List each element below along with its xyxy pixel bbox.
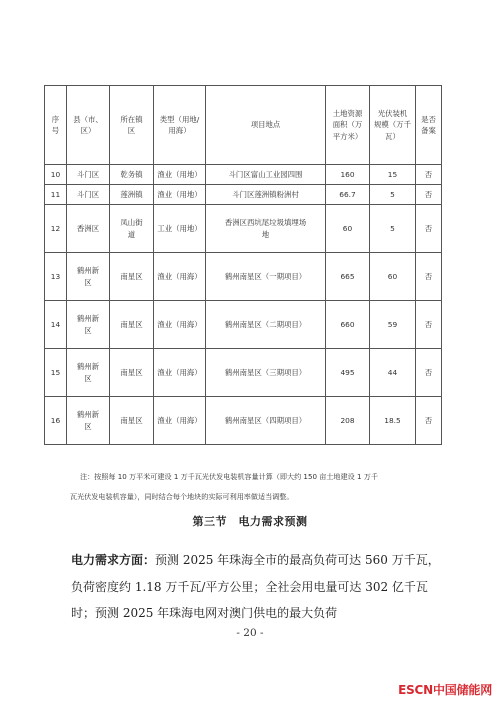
cell-seq: 16 xyxy=(45,397,67,445)
cell-capacity: 60 xyxy=(370,253,416,301)
cell-county-text: 区 xyxy=(84,325,92,335)
cell-town-text: 南星区 xyxy=(120,319,143,329)
header-text: 所在镇 xyxy=(120,114,143,124)
cell-county xyxy=(67,165,110,185)
cell-county xyxy=(67,349,110,397)
cell-capacity: 5 xyxy=(370,205,416,253)
cell-filed: 否 xyxy=(416,185,442,205)
cell-county xyxy=(67,205,110,253)
cell-county-text: 鹤州新 xyxy=(76,266,100,276)
cell-county xyxy=(67,397,110,445)
header-text: 瓦） xyxy=(385,131,400,141)
body-paragraph xyxy=(71,547,443,627)
table-row xyxy=(45,185,442,205)
cell-location xyxy=(206,253,326,301)
cell-seq: 13 xyxy=(45,253,67,301)
cell-town xyxy=(110,349,154,397)
cell-seq: 11 xyxy=(45,185,67,205)
cell-location xyxy=(206,301,326,349)
cell-area: 495 xyxy=(326,349,370,397)
cell-location-text: 香洲区西坑尾垃圾填埋场 xyxy=(224,218,307,228)
cell-type: 渔业（用海） xyxy=(154,253,206,301)
header-text: 是否 xyxy=(421,114,436,124)
cell-filed: 否 xyxy=(416,397,442,445)
pv-project-table xyxy=(44,85,442,445)
header-text: 面积（万 xyxy=(332,120,363,130)
cell-town xyxy=(110,165,154,185)
cell-county-text: 香洲区 xyxy=(76,223,100,233)
header-text: 光伏装机 xyxy=(377,108,408,118)
cell-county-text: 斗门区 xyxy=(76,169,100,179)
cell-filed: 否 xyxy=(416,253,442,301)
header-text: 号 xyxy=(51,126,60,135)
cell-county xyxy=(67,301,110,349)
cell-capacity: 18.5 xyxy=(370,397,416,445)
header-col-town xyxy=(110,86,154,165)
page-number: - 20 - xyxy=(236,627,264,639)
cell-filed: 否 xyxy=(416,165,442,185)
cell-location xyxy=(206,349,326,397)
cell-location xyxy=(206,205,326,253)
cell-location-text: 斗门区莲洲镇粉洲村 xyxy=(232,189,299,199)
cell-area: 66.7 xyxy=(326,185,370,205)
cell-county xyxy=(67,185,110,205)
header-col-seq xyxy=(45,86,67,165)
footnote-line-2: 瓦光伏发电装机容量），同时结合每个地块的实际可利用率做适当调整。 xyxy=(70,492,294,501)
cell-town xyxy=(110,185,154,205)
cell-location xyxy=(206,165,326,185)
cell-town xyxy=(110,205,154,253)
table-footnote xyxy=(70,467,442,507)
cell-location xyxy=(206,185,326,205)
header-text: 备案 xyxy=(421,126,436,135)
cell-area: 665 xyxy=(326,253,370,301)
paragraph-text: 预测 2025 年珠海全市的最高负荷可达 560 万千瓦，负荷密度约 1.18 万千瓦/平方公里；全社会用电量可达 302 亿千瓦时；预测 2025 年珠海电网对澳门供电的最大负荷 xyxy=(71,553,440,620)
cell-county-text: 鹤州新 xyxy=(76,362,100,372)
cell-county-text: 斗门区 xyxy=(76,189,100,199)
header-text: 项目地点 xyxy=(250,120,281,130)
cell-seq: 12 xyxy=(45,205,67,253)
header-text: 规模（万千 xyxy=(374,120,411,130)
escn-logo-watermark: ESCN中国储能网 xyxy=(398,683,492,697)
cell-capacity: 59 xyxy=(370,301,416,349)
cell-type: 工业（用地） xyxy=(154,205,206,253)
cell-location-text: 斗门区富山工业园四围 xyxy=(228,169,303,179)
cell-type: 渔业（用地） xyxy=(154,165,206,185)
cell-town-text: 乾务镇 xyxy=(120,169,143,179)
paragraph-lead: 电力需求方面： xyxy=(71,553,156,567)
cell-type: 渔业（用海） xyxy=(154,397,206,445)
cell-capacity: 44 xyxy=(370,349,416,397)
cell-town-text: 道 xyxy=(127,229,136,239)
cell-town-text: 南星区 xyxy=(120,271,143,281)
cell-town-text: 凤山街 xyxy=(120,218,143,228)
cell-filed: 否 xyxy=(416,205,442,253)
cell-location-text: 鹤州南星区（四期项目） xyxy=(224,415,307,425)
cell-county-text: 鹤州新 xyxy=(76,410,100,420)
cell-location-text: 地 xyxy=(261,229,270,239)
cell-type: 渔业（用地） xyxy=(154,185,206,205)
cell-county-text: 区 xyxy=(84,277,92,287)
cell-filed: 否 xyxy=(416,349,442,397)
table-row xyxy=(45,301,442,349)
header-text: 区 xyxy=(127,126,136,135)
cell-county-text: 区 xyxy=(84,421,92,431)
header-text: 用海） xyxy=(168,126,191,135)
cell-seq: 14 xyxy=(45,301,67,349)
cell-town-text: 南星区 xyxy=(120,415,143,425)
header-col-capacity xyxy=(370,86,416,165)
header-text: 区） xyxy=(80,126,96,135)
cell-area: 660 xyxy=(326,301,370,349)
header-col-type xyxy=(154,86,206,165)
table-row xyxy=(45,165,442,185)
cell-town xyxy=(110,253,154,301)
table-row xyxy=(45,205,442,253)
cell-county-text: 鹤州新 xyxy=(76,314,100,324)
table-row xyxy=(45,253,442,301)
cell-county-text: 区 xyxy=(84,373,92,383)
cell-area: 160 xyxy=(326,165,370,185)
cell-type: 渔业（用海） xyxy=(154,301,206,349)
header-text: 土地资源 xyxy=(332,108,363,118)
header-col-area xyxy=(326,86,370,165)
header-text: 序 xyxy=(51,114,60,124)
cell-town xyxy=(110,301,154,349)
cell-capacity: 15 xyxy=(370,165,416,185)
cell-town-text: 莲洲镇 xyxy=(120,189,143,199)
cell-location-text: 鹤州南星区（三期项目） xyxy=(224,367,307,377)
cell-seq: 15 xyxy=(45,349,67,397)
footnote-line-1: 注：按照每 10 万平米可建设 1 万千瓦光伏发电装机容量计算（即大约 150 亩土地建设 1 万千 xyxy=(80,472,378,481)
cell-town xyxy=(110,397,154,445)
cell-county xyxy=(67,253,110,301)
header-col-location xyxy=(206,86,326,165)
cell-area: 60 xyxy=(326,205,370,253)
header-text: 县（市、 xyxy=(73,114,103,124)
header-text: 平方米） xyxy=(332,131,363,141)
cell-seq: 10 xyxy=(45,165,67,185)
cell-area: 208 xyxy=(326,397,370,445)
cell-location xyxy=(206,397,326,445)
header-col-county xyxy=(67,86,110,165)
cell-filed: 否 xyxy=(416,301,442,349)
cell-town-text: 南星区 xyxy=(120,367,143,377)
header-text: 类型（用地/ xyxy=(159,114,200,124)
header-col-filed xyxy=(416,86,442,165)
section-heading: 第三节 电力需求预测 xyxy=(192,515,308,528)
cell-location-text: 鹤州南星区（二期项目） xyxy=(224,319,307,329)
cell-capacity: 5 xyxy=(370,185,416,205)
cell-type: 渔业（用海） xyxy=(154,349,206,397)
cell-location-text: 鹤州南星区（一期项目） xyxy=(224,271,307,281)
table-header-row xyxy=(45,86,442,165)
table-row xyxy=(45,397,442,445)
table-row xyxy=(45,349,442,397)
